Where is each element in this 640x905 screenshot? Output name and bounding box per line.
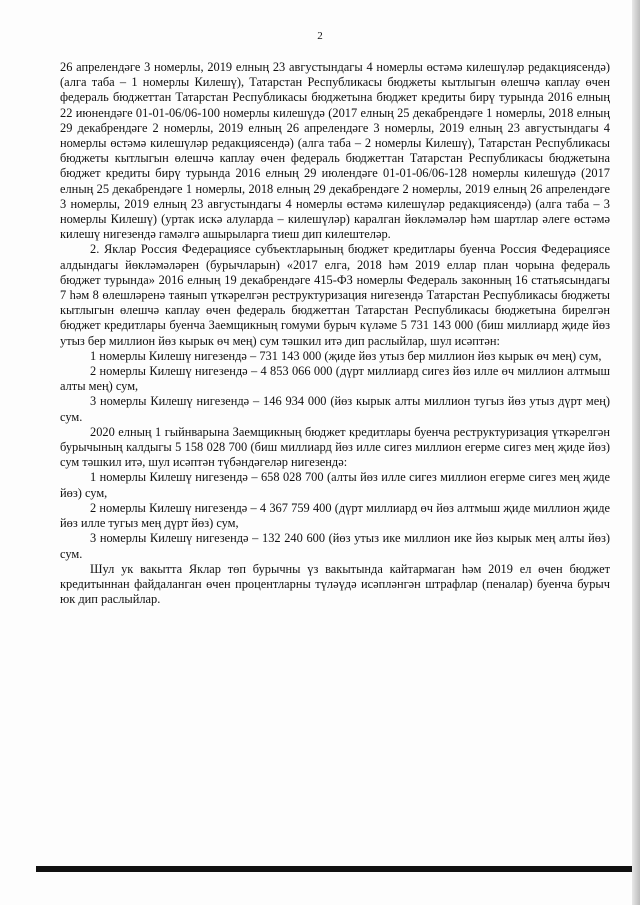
list-item-balance-agreement-3: 3 номерлы Килешү нигезендә – 132 240 600 (йөз утыз ике миллион ике йөз кырык мең алты йөз) сум. [60,531,610,561]
paragraph-agreements-continuation: 26 апрелендәге 3 номерлы, 2019 елның 23 августындагы 4 номерлы өстәмә килешүләр редакциясендә) (алга таба – 1 номерлы Килешү), Татарстан Республикасы бюджеты кытлыгын өлешчә каплау өчен федераль бюджеттан Татарстан Республикасы бюджетына бюджет кредиты бирү турында 2016 елның 22 июнендәге 01-01-06/06-100 номерлы килешүдә (2017 елның 25 декабрендәге 1 номерлы, 2018 елның 29 декабрендәге 2 номерлы, 2019 елның 26 апрелендәге 3 номерлы, 2019 елның 23 августындагы 4 номерлы өстәмә килешүләр редакциясендә) (алга таба – 2 номерлы Килешү), Татарстан Республикасы бюджеты кытлыгын өлешчә каплау өчен федераль бюджеттан Татарстан Республикасы бюджетына бюджет кредиты бирү турында 2016 елның 29 июлендәге 01-01-06/06-128 номерлы килешүдә (2017 елның 25 декабрендәге 1 номерлы, 2018 елның 29 декабрендәге 2 номерлы, 2019 елның 26 апрелендәге 3 номерлы, 2019 елның 23 августындагы 4 номерлы өстәмә килешүләр редакциясендә) (алга таба – 3 номерлы Килешү) (уртак искә алуларда – килешүләр) каралган йөкләмәләр һәм шартлар әлеге өстәмә килешү нигезендә гамәлгә ашырыларга тиеш дип килештеләр. [60,60,610,242]
list-item-balance-agreement-1: 1 номерлы Килешү нигезендә – 658 028 700 (алты йөз илле сигез миллион егерме сигез мең җиде йөз) сум, [60,470,610,500]
list-item-debt-agreement-1: 1 номерлы Килешү нигезендә – 731 143 000 (җиде йөз утыз бер миллион йөз кырык өч мең) сум, [90,348,602,363]
scan-bottom-border [36,866,640,872]
page-number: 2 [317,30,323,42]
paragraph-total-debt: 2. Яклар Россия Федерациясе субъектларының бюджет кредитлары буенча Россия Федерациясе алдындагы йөкләмәләрен (бурычларын) «2017 елга, 2018 һәм 2019 еллар план чорына федераль бюджет турында» 2016 елның 19 декабрендәге 415-ФЗ номерлы Федераль законның 16 статьясындагы 7 һәм 8 өлешләренә таянып үткәрелгән реструктуризация нигезендә Татарстан Республикасы бюджеты кытлыгын өлешчә каплау өчен федераль бюджеттан Татарстан Республикасы бюджетына бирелгән бюджет кредитлары буенча Заемщикның гомуми бурыч күләме 5 731 143 000 (биш миллиард җиде йөз утыз бер миллион йөз кырык өч мең) сум тәшкил итә дип раслыйлар, шул исәптән: [60,242,610,348]
list-item-debt-agreement-2: 2 номерлы Килешү нигезендә – 4 853 066 000 (дүрт миллиард сигез йөз илле өч миллион алтмыш алты мең) сум, [60,364,610,394]
paragraph-debt-balance: 2020 елның 1 гыйнварына Заемщикның бюджет кредитлары буенча реструктуризация үткәрелгән бурычының калдыгы 5 158 028 700 (биш миллиард йөз илле сигез миллион егерме сигез мең җиде йөз) сум тәшкил итә, шул исәптән түбәндәгеләр нигезендә: [60,424,610,470]
scan-right-edge [632,0,640,905]
list-item-debt-agreement-3: 3 номерлы Килешү нигезендә – 146 934 000 (йөз кырык алты миллион тугыз йөз утыз дүрт мең) сум. [60,394,610,424]
document-body [60,60,610,607]
list-item-balance-agreement-2: 2 номерлы Килешү нигезендә – 4 367 759 400 (дүрт миллиард өч йөз алтмыш җиде миллион җиде йөз илле тугыз мең дүрт йөз) сум, [60,500,610,531]
paragraph-no-penalties: Шул ук вакытта Яклар төп бурычны үз вакытында кайтармаган һәм 2019 ел өчен бюджет кредитыннан файдаланган өчен процентларны түләүдә исәпләнгән штрафлар (пеналар) буенча бурыч юк дип раслыйлар. [60,561,610,607]
